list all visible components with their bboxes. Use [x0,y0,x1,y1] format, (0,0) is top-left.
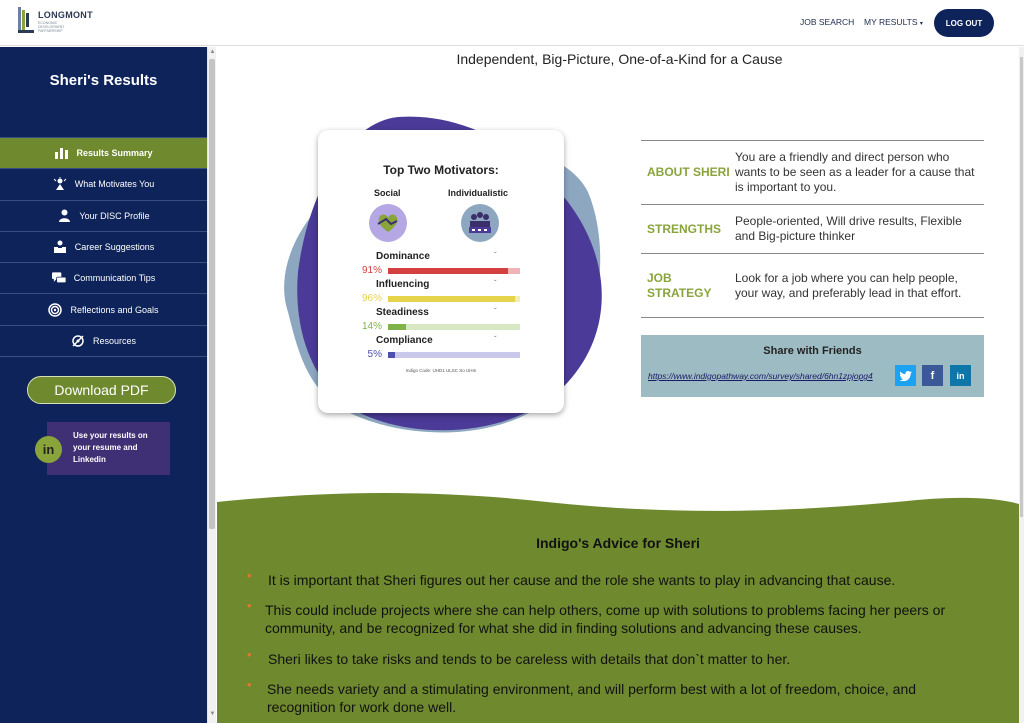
motivator-card [318,130,564,413]
advice-item: It is important that Sheri figures out her cause and the role she wants to play in advancing that cause. [268,572,896,588]
linkedin-share-button[interactable] [950,365,971,386]
sidebar-item-label: What Motivates You [74,179,155,190]
linkedin-promo-text: Use your results on your resume and Linkedin [73,431,148,464]
right-scrollbar-thumb[interactable] [1020,57,1023,517]
summary-key: JOB STRATEGY [647,270,712,300]
bullet-icon: • [247,568,252,583]
bar-chart-icon [54,146,68,160]
disc-influencing-percent: 96% [361,293,382,304]
disc-compliance-percent: 5% [367,349,382,360]
sidebar-item-your-disc-profile[interactable] [0,201,207,232]
career-icon [53,240,67,254]
motivation-icon [53,177,67,191]
bullet-icon: • [247,647,252,662]
sidebar-item-label: Career Suggestions [74,242,155,253]
motivator-individualistic-label: Individualistic [448,188,509,198]
indigo-code: Indigo Code: UHD1 ULSC So UHIn [405,368,477,373]
sidebar-item-reflections-and-goals[interactable] [0,294,207,325]
facebook-share-button[interactable] [922,365,943,386]
sidebar-item-label: Your DISC Profile [79,210,150,221]
disc-compliance-fill [388,352,395,358]
summary-key: ABOUT SHERI [647,165,730,179]
share-panel [641,335,984,397]
sidebar-item-career-suggestions[interactable] [0,232,207,263]
disc-influencing-bar [388,296,520,302]
left-scrollbar[interactable] [207,47,216,723]
scrollbar-thumb[interactable] [209,59,215,529]
summary-value: Look for a job where you can help people, your way, and preferably lead in that effort. [735,270,962,300]
disc-compliance-bar [388,352,520,358]
chevron-down-icon[interactable]: ˇ [494,279,497,288]
disc-steadiness-fill [388,324,406,330]
scroll-down-arrow-icon[interactable]: ▼ [209,711,216,717]
person-icon [57,209,71,223]
disc-dominance-fill [388,268,508,274]
summary-row-about [641,141,984,205]
chevron-down-icon: ▾ [919,21,923,27]
disc-steadiness-bar [388,324,520,330]
advice-title: Indigo's Advice for Sheri [536,535,700,551]
top-bar [0,0,1024,46]
bullet-icon: • [247,598,252,613]
handshake-heart-icon [369,204,407,242]
nav-my-results-label: MY RESULTS [864,17,918,27]
disc-dominance-bar [388,268,520,274]
facebook-icon: f [930,369,935,382]
twitter-share-button[interactable] [895,365,916,386]
nav-my-results[interactable] [864,17,923,27]
sidebar [0,47,207,723]
summary-value: You are a friendly and direct person who wants to be seen as a leader for a cause that is important to you. [735,150,975,194]
advice-item: Sheri likes to take risks and tends to be careless with details that don`t matter to her. [268,651,791,667]
chat-icon [52,271,66,285]
summary-value: People-oriented, Will drive results, Flexible and Big-picture thinker [735,214,962,243]
podium-people-icon [461,204,499,242]
chevron-down-icon[interactable]: ˇ [494,307,497,316]
resources-icon [71,334,85,348]
sidebar-title: Sheri's Results [49,72,158,89]
right-scrollbar[interactable] [1019,47,1024,723]
results-headline: Independent, Big-Picture, One-of-a-Kind for a Cause [456,51,783,67]
logo-subtitle: ECONOMIC DEVELOPMENT PARTNERSHIP [38,21,65,33]
summary-row-job-strategy [641,254,984,318]
advice-item: This could include projects where she can help others, come up with solutions to problems facing her peers or community, and be recognized for what she did in finding solutions and advancing these causes. [265,602,946,636]
disc-influencing-fill [388,296,515,302]
sidebar-item-communication-tips[interactable] [0,263,207,294]
motivator-social-label: Social [374,188,401,198]
sidebar-item-what-motivates-you[interactable] [0,169,207,200]
sidebar-item-label: Reflections and Goals [70,304,159,315]
disc-dominance-label: Dominance [376,251,430,262]
nav-job-search[interactable]: JOB SEARCH [800,17,855,27]
sidebar-item-label: Results Summary [76,148,153,159]
share-link[interactable]: https://www.indigopathway.com/survey/shared/6hn1zpjopg4 [648,371,873,381]
disc-steadiness-percent: 14% [361,321,382,332]
linkedin-share-icon: in [956,370,965,381]
sidebar-item-label: Communication Tips [73,273,156,284]
card-title: Top Two Motivators: [383,163,499,177]
logo-mark-icon [18,7,34,33]
sidebar-item-label: Resources [92,335,137,346]
summary-key: STRENGTHS [647,221,722,236]
disc-compliance-label: Compliance [376,335,433,346]
sidebar-item-results-summary[interactable] [0,138,207,169]
disc-dominance-percent: 91% [361,265,382,276]
summary-row-strengths [641,205,984,254]
linkedin-icon: in [35,436,62,463]
download-pdf-button[interactable]: Download PDF [27,376,176,404]
scroll-up-arrow-icon[interactable]: ▲ [209,49,216,55]
linkedin-promo[interactable] [42,422,170,475]
bullet-icon: • [247,677,252,692]
sidebar-menu [0,137,207,357]
disc-influencing-label: Influencing [376,279,430,290]
share-title: Share with Friends [763,345,862,357]
twitter-icon [900,371,912,381]
chevron-down-icon[interactable]: ˇ [494,335,497,344]
chevron-down-icon[interactable]: ˇ [494,251,497,260]
logo-title: LONGMONT [38,10,93,20]
sidebar-item-resources[interactable] [0,326,207,357]
advice-item: She needs variety and a stimulating environment, and will perform best with a lot of freedom, choice, and recognition for work done well. [267,681,917,715]
summary-table [641,140,984,318]
disc-steadiness-label: Steadiness [376,307,429,318]
logout-button[interactable]: LOG OUT [934,9,994,37]
target-icon [48,303,62,317]
longmont-logo[interactable] [18,7,93,37]
